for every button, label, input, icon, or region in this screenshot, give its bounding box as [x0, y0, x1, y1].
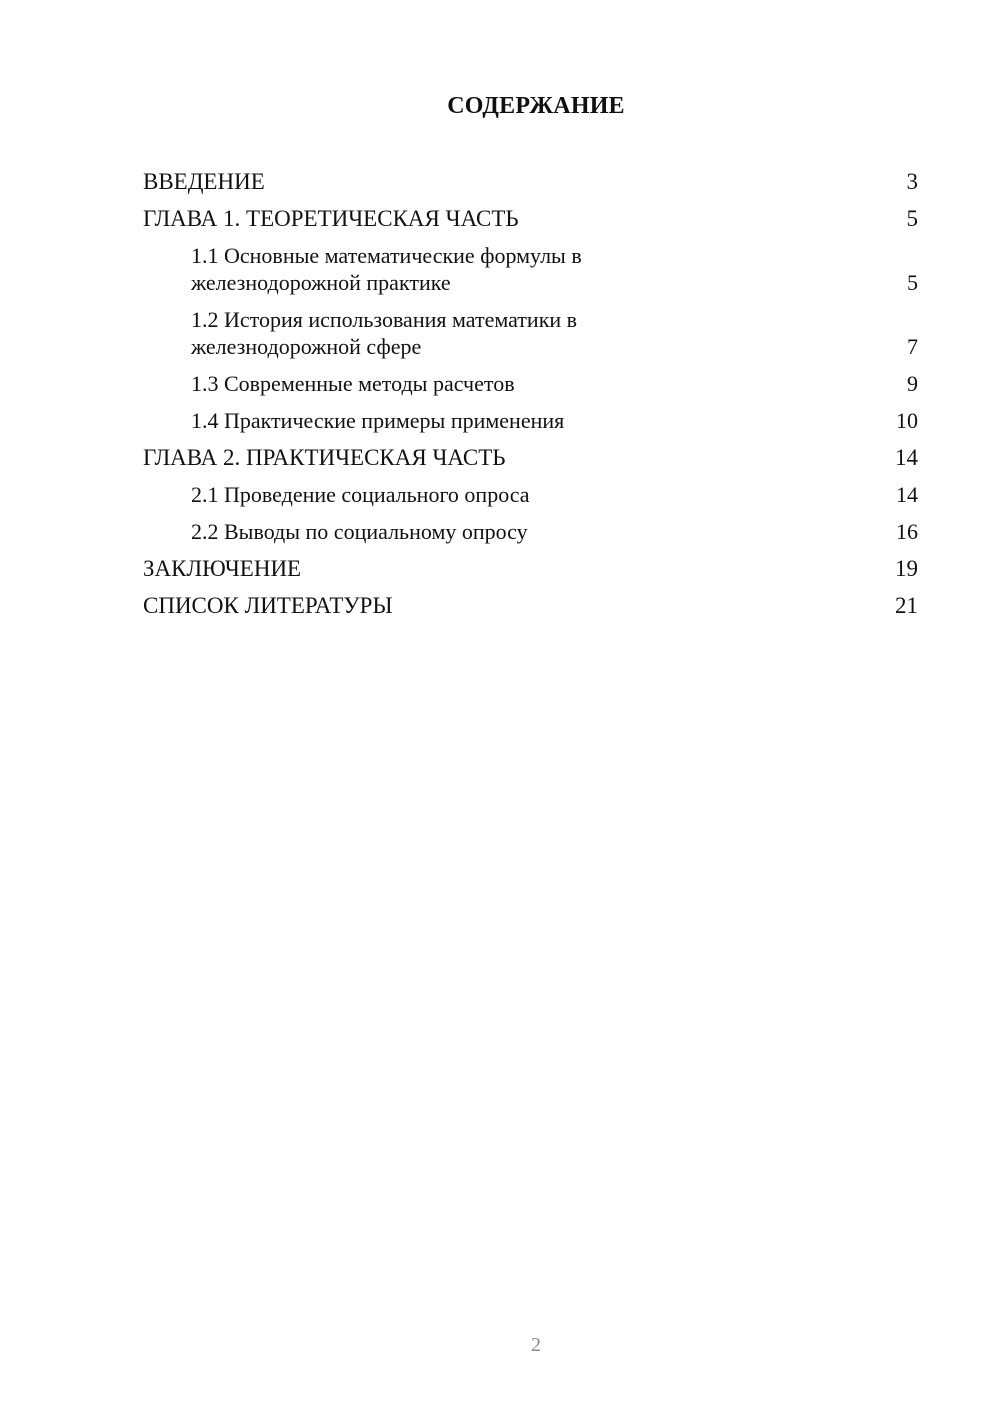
toc-entry-title: 1.2 История использования математики в железнодорожной сфере	[191, 307, 578, 359]
toc-entry-page: 21	[895, 593, 918, 618]
toc-entry-page: 16	[896, 519, 918, 544]
toc-entry-page: 10	[896, 408, 918, 433]
toc-entry	[143, 592, 918, 619]
toc-entry-page: 5	[907, 270, 918, 295]
toc-entry	[143, 306, 918, 360]
toc-entry	[143, 242, 918, 296]
toc-entry-title: 1.1 Основные математические формулы в железнодорожной практике	[191, 243, 582, 295]
toc-entry	[143, 518, 918, 545]
toc-entry-page: 14	[895, 445, 918, 470]
toc-entry-title: ВВЕДЕНИЕ	[143, 169, 265, 194]
toc-entry-title: 1.3 Современные методы расчетов	[191, 371, 515, 396]
page-title: СОДЕРЖАНИЕ	[447, 93, 625, 119]
toc-entry	[143, 555, 918, 582]
toc-entry	[143, 205, 918, 232]
toc-entry	[143, 481, 918, 508]
toc-entry-page: 9	[907, 371, 918, 396]
toc-entry-title: 1.4 Практические примеры применения	[191, 408, 565, 433]
toc-entry-page: 5	[906, 206, 918, 231]
toc-entry	[143, 370, 918, 397]
toc-entry	[143, 407, 918, 434]
toc-entry-page: 19	[895, 556, 918, 581]
toc-entry-title: ГЛАВА 2. ПРАКТИЧЕСКАЯ ЧАСТЬ	[143, 445, 506, 470]
toc-entry-title: ГЛАВА 1. ТЕОРЕТИЧЕСКАЯ ЧАСТЬ	[143, 206, 519, 231]
page-number: 2	[531, 1334, 541, 1356]
toc-entry-title: СПИСОК ЛИТЕРАТУРЫ	[143, 593, 393, 618]
toc-entry-title: ЗАКЛЮЧЕНИЕ	[143, 556, 302, 581]
toc-entry	[143, 444, 918, 471]
toc-entry-page: 14	[896, 482, 918, 507]
table-of-contents	[143, 168, 918, 629]
toc-entry-page: 7	[907, 334, 918, 359]
toc-entry	[143, 168, 918, 195]
toc-entry-page: 3	[906, 169, 918, 194]
toc-entry-title: 2.2 Выводы по социальному опросу	[191, 519, 528, 544]
toc-entry-title: 2.1 Проведение социального опроса	[191, 482, 530, 507]
